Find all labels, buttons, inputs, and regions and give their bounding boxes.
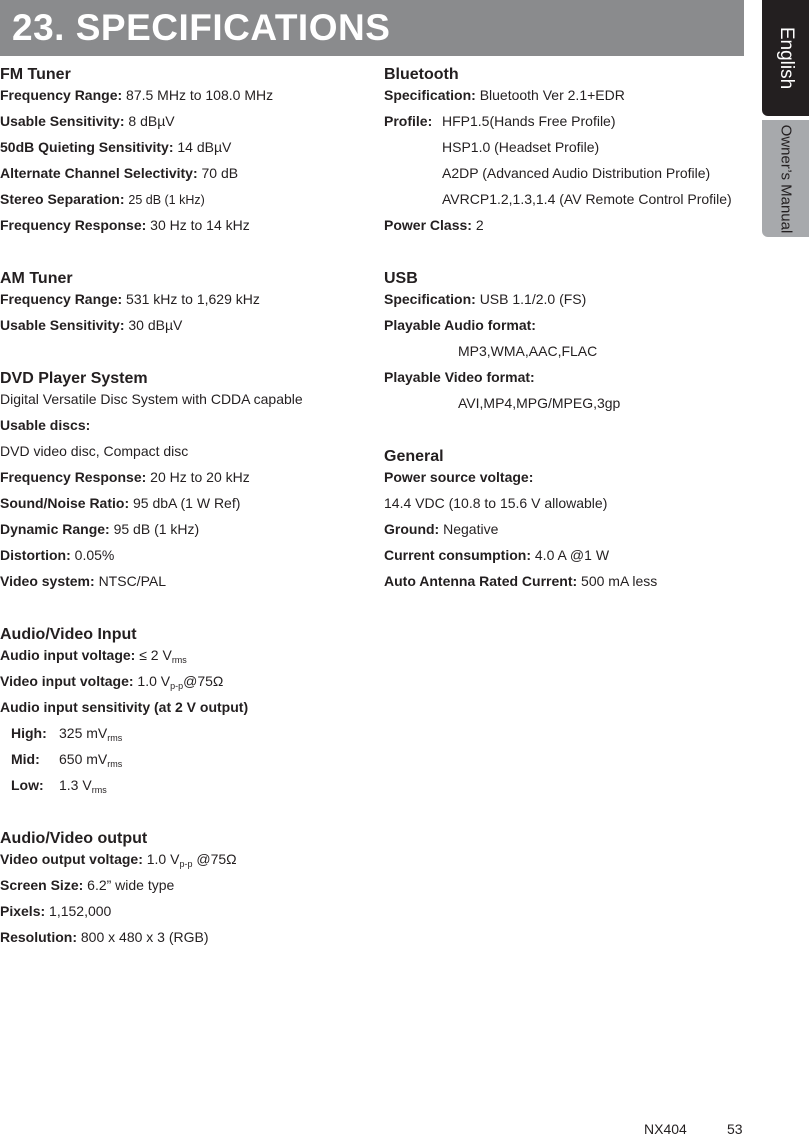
- left-column: [0, 64, 370, 954]
- bluetooth-profile-1: Profile: HFP1.5(Hands Free Profile): [384, 113, 616, 129]
- resolution: Resolution: 800 x 480 x 3 (RGB): [0, 929, 209, 945]
- video-input-voltage: Video input voltage: 1.0 $V_{p-p}@75\Omega$: [0, 673, 224, 691]
- audio-input-sensitivity: Audio input sensitivity (at 2 V output): [0, 699, 249, 715]
- fm-usable-sensitivity: Usable Sensitivity: 8 dBµV: [0, 113, 175, 129]
- usb-video-format-label: Playable Video format:: [384, 369, 535, 385]
- usb-specification: Specification: USB 1.1/2.0 (FS): [384, 291, 587, 307]
- video-output-voltage: Video output voltage: 1.0 $V_{p-p}$ @75Ω: [0, 851, 237, 869]
- bluetooth-profile-3: A2DP (Advanced Audio Distribution Profile): [442, 165, 711, 181]
- title-bar: [0, 0, 744, 56]
- page-number: 53: [727, 1121, 743, 1137]
- fm-alternate-channel: Alternate Channel Selectivity: 70 dB: [0, 165, 239, 181]
- usb-audio-format-value: MP3,WMA,AAC,FLAC: [458, 343, 598, 359]
- usb-audio-format-label: Playable Audio format:: [384, 317, 536, 333]
- av-output-heading: Audio/Video output: [0, 830, 148, 847]
- fm-tuner-heading: FM Tuner: [0, 66, 71, 83]
- bluetooth-profile-4: AVRCP1.2,1.3,1.4 (AV Remote Control Profile): [442, 191, 732, 207]
- usb-video-format-value: AVI,MP4,MPG/MPEG,3gp: [458, 395, 621, 411]
- dvd-usable-discs-label: Usable discs:: [0, 417, 91, 433]
- power-source-value: 14.4 VDC (10.8 to 15.6 V allowable): [384, 495, 608, 511]
- dvd-dynamic-range: Dynamic Range: 95 dB (1 kHz): [0, 521, 200, 537]
- manual-tab: [762, 120, 809, 237]
- language-tab-label: English: [775, 26, 797, 90]
- audio-input-voltage: Audio input voltage: ≤ 2 $V_{rms}$: [0, 647, 187, 665]
- bluetooth-heading: Bluetooth: [384, 66, 459, 83]
- fm-frequency-response: Frequency Response: 30 Hz to 14 kHz: [0, 217, 250, 233]
- fm-frequency-range: Frequency Range: 87.5 MHz to 108.0 MHz: [0, 87, 274, 103]
- dvd-heading: DVD Player System: [0, 370, 148, 387]
- model-number: NX404: [644, 1121, 687, 1137]
- dvd-frequency-response: Frequency Response: 20 Hz to 20 kHz: [0, 469, 250, 485]
- right-column: [384, 64, 759, 598]
- am-frequency-range: Frequency Range: 531 kHz to 1,629 kHz: [0, 291, 260, 307]
- auto-antenna-current: Auto Antenna Rated Current: 500 mA less: [384, 573, 658, 589]
- sensitivity-mid: Mid: 650 $mV_{rms}$: [11, 751, 123, 769]
- dvd-description: Digital Versatile Disc System with CDDA capable: [0, 391, 303, 407]
- sensitivity-high: High: 325 $mV_{rms}$: [11, 725, 123, 743]
- bluetooth-specification: Specification: Bluetooth Ver 2.1+EDR: [384, 87, 625, 103]
- screen-size: Screen Size: 6.2” wide type: [0, 877, 175, 893]
- am-usable-sensitivity: Usable Sensitivity: 30 dBµV: [0, 317, 183, 333]
- am-tuner-heading: AM Tuner: [0, 270, 73, 287]
- language-tab: [762, 0, 809, 116]
- dvd-video-system: Video system: NTSC/PAL: [0, 573, 166, 589]
- bluetooth-power-class: Power Class: 2: [384, 217, 484, 233]
- power-source-label: Power source voltage:: [384, 469, 534, 485]
- fm-quieting-sensitivity: 50dB Quieting Sensitivity: 14 dBµV: [0, 139, 232, 155]
- dvd-distortion: Distortion: 0.05%: [0, 547, 115, 563]
- pixels: Pixels: 1,152,000: [0, 903, 112, 919]
- bluetooth-profile-2: HSP1.0 (Headset Profile): [442, 139, 600, 155]
- current-consumption: Current consumption: 4.0 A @1 W: [384, 547, 610, 563]
- dvd-usable-discs-value: DVD video disc, Compact disc: [0, 443, 189, 459]
- fm-stereo-separation: Stereo Separation: 25 dB (1 kHz): [0, 191, 205, 207]
- page-title: 23. SPECIFICATIONS: [12, 7, 391, 48]
- av-input-heading: Audio/Video Input: [0, 626, 137, 643]
- usb-heading: USB: [384, 270, 418, 287]
- sensitivity-low: Low: 1.3 $V_{rms}$: [11, 777, 107, 795]
- manual-tab-label: Owner’s Manual: [777, 124, 794, 233]
- dvd-sound-noise-ratio: Sound/Noise Ratio: 95 dbA (1 W Ref): [0, 495, 241, 511]
- general-heading: General: [384, 448, 444, 465]
- ground: Ground: Negative: [384, 521, 499, 537]
